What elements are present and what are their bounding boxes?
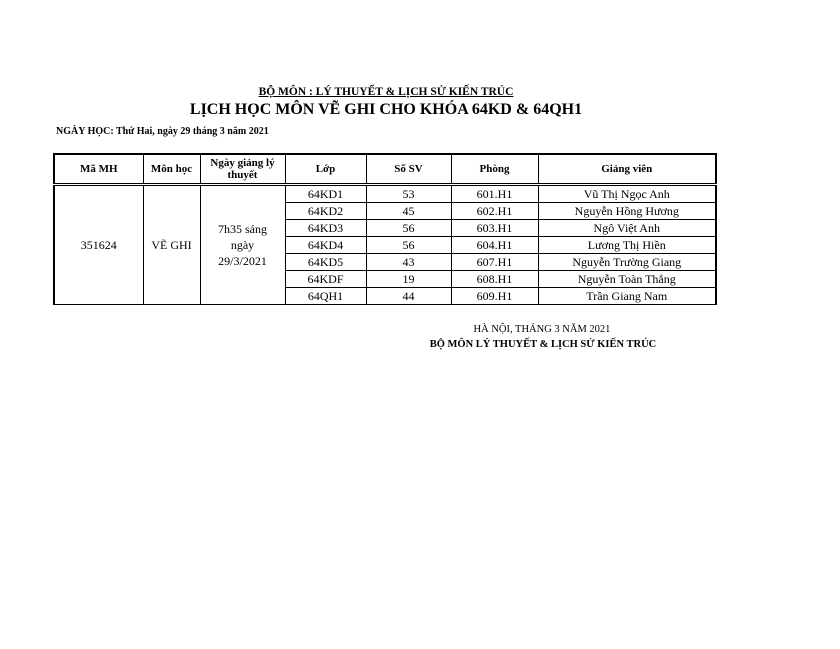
class-cell: 64KD3 <box>285 220 366 237</box>
course-code-cell: 351624 <box>54 185 143 305</box>
header-lecturer: Giảng viên <box>538 154 716 185</box>
page-title: LỊCH HỌC MÔN VẼ GHI CHO KHÓA 64KD & 64QH1 <box>189 101 583 118</box>
students-cell: 44 <box>366 288 451 305</box>
room-cell: 604.H1 <box>451 237 538 254</box>
class-cell: 64KD2 <box>285 203 366 220</box>
schedule-table <box>53 153 717 305</box>
header-room: Phòng <box>451 154 538 185</box>
lecture-date-cell <box>200 185 285 305</box>
room-cell: 602.H1 <box>451 203 538 220</box>
footer-place-date: HÀ NỘI, THÁNG 3 NĂM 2021 <box>473 324 611 335</box>
room-cell: 603.H1 <box>451 220 538 237</box>
lecture-date: 29/3/2021 <box>218 254 267 268</box>
students-cell: 56 <box>366 220 451 237</box>
footer-department: BỘ MÔN LÝ THUYẾT & LỊCH SỬ KIẾN TRÚC <box>429 339 657 350</box>
class-cell: 64KD4 <box>285 237 366 254</box>
header-course-code: Mã MH <box>54 154 143 185</box>
table-row <box>54 185 716 203</box>
header-lecture-date: Ngày giảng lý thuyết <box>200 154 285 185</box>
lecturer-cell: Vũ Thị Ngọc Anh <box>538 185 716 203</box>
subject-cell: VẼ GHI <box>143 185 200 305</box>
room-cell: 608.H1 <box>451 271 538 288</box>
schedule-table-container <box>53 153 715 308</box>
class-cell: 64QH1 <box>285 288 366 305</box>
lecture-day-word: ngày <box>230 238 255 252</box>
students-cell: 56 <box>366 237 451 254</box>
lecturer-cell: Nguyễn Trường Giang <box>538 254 716 271</box>
lecturer-cell: Nguyễn Hồng Hương <box>538 203 716 220</box>
lecturer-cell: Nguyễn Toàn Thắng <box>538 271 716 288</box>
class-cell: 64KD1 <box>285 185 366 203</box>
lecture-time: 7h35 sáng <box>218 222 267 236</box>
header-subject: Môn học <box>143 154 200 185</box>
study-date: NGÀY HỌC: Thứ Hai, ngày 29 tháng 3 năm 2021 <box>56 126 269 137</box>
students-cell: 53 <box>366 185 451 203</box>
header-students: Số SV <box>366 154 451 185</box>
students-cell: 45 <box>366 203 451 220</box>
class-cell: 64KD5 <box>285 254 366 271</box>
room-cell: 601.H1 <box>451 185 538 203</box>
lecturer-cell: Lương Thị Hiền <box>538 237 716 254</box>
students-cell: 43 <box>366 254 451 271</box>
lecturer-cell: Ngô Việt Anh <box>538 220 716 237</box>
room-cell: 607.H1 <box>451 254 538 271</box>
students-cell: 19 <box>366 271 451 288</box>
table-header-row <box>54 154 716 185</box>
header-class: Lớp <box>285 154 366 185</box>
department-heading: BỘ MÔN : LÝ THUYẾT & LỊCH SỬ KIẾN TRÚC <box>258 86 514 98</box>
class-cell: 64KDF <box>285 271 366 288</box>
lecturer-cell: Trần Giang Nam <box>538 288 716 305</box>
room-cell: 609.H1 <box>451 288 538 305</box>
